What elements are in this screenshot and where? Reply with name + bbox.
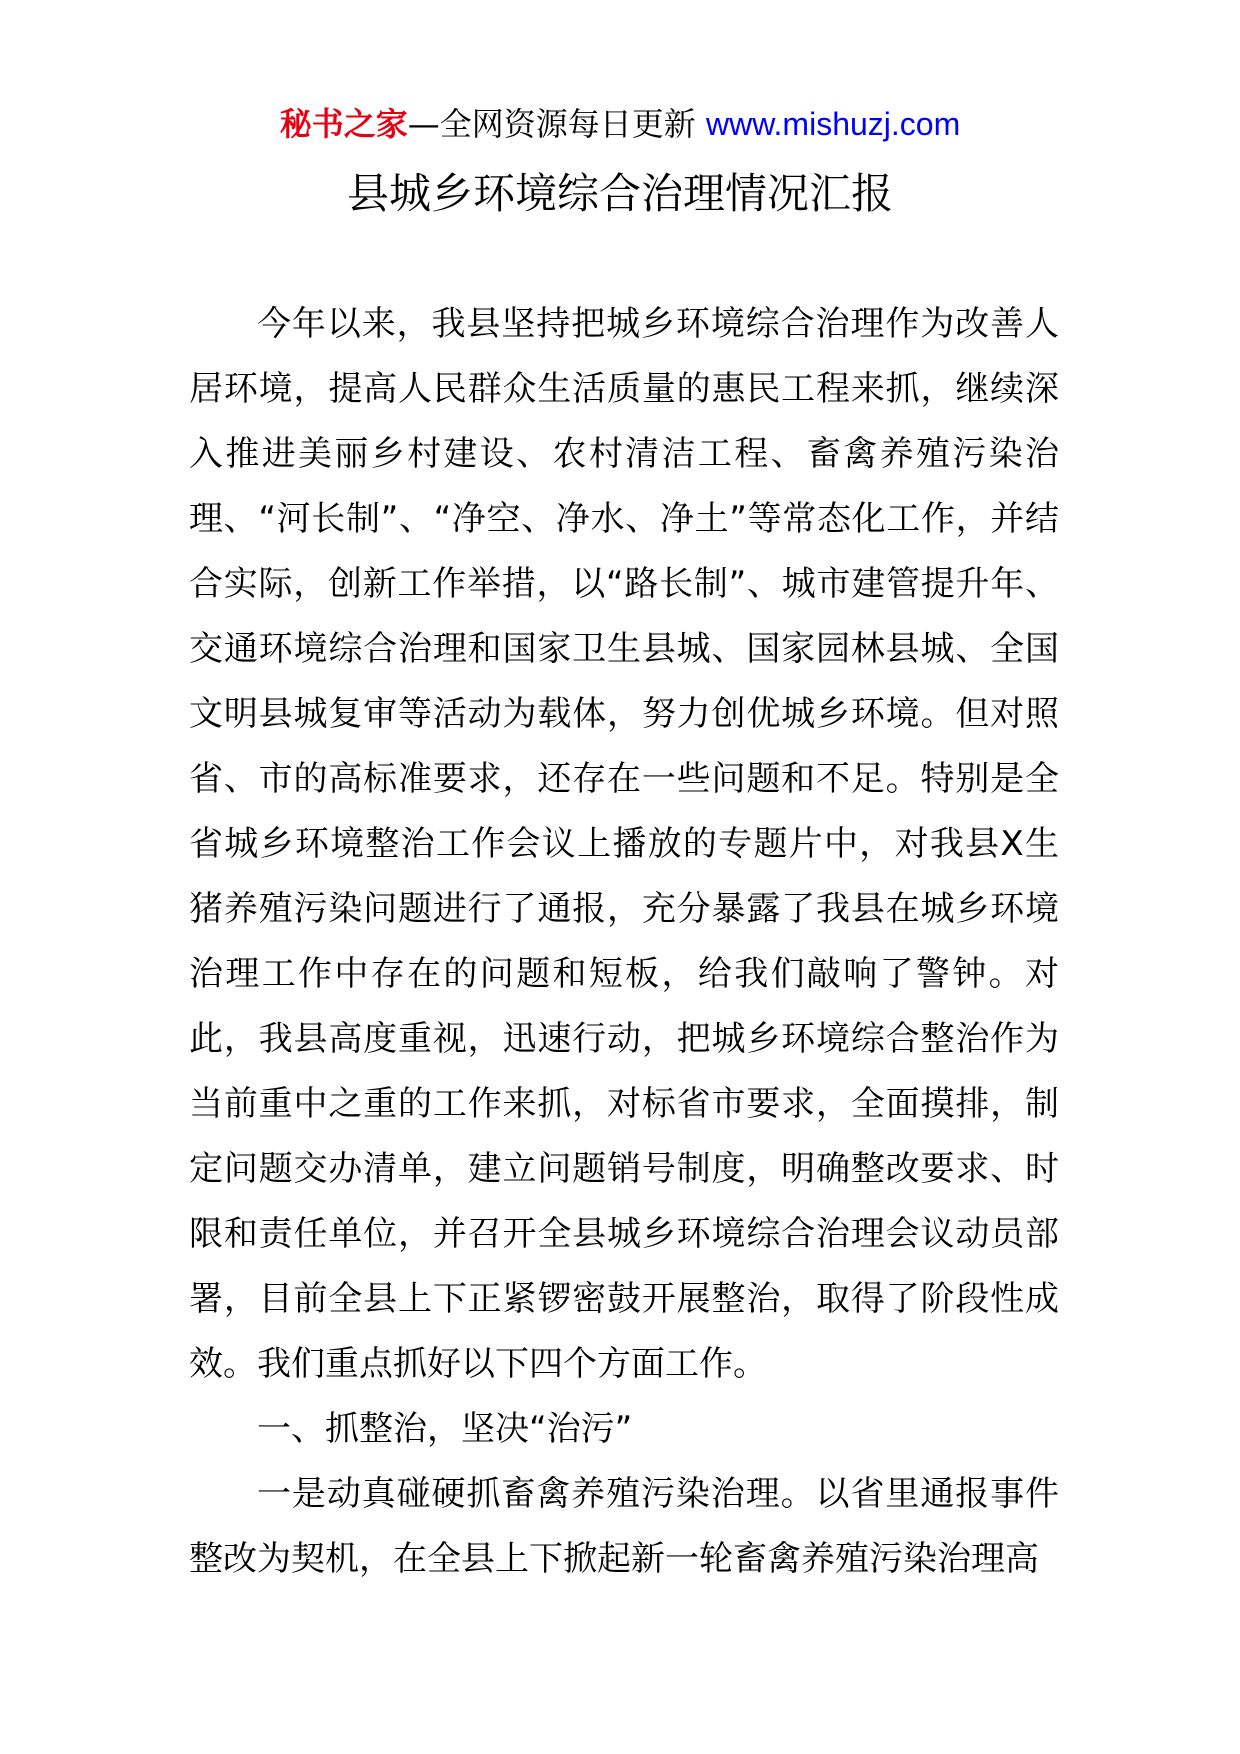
- header-slogan: —全网资源每日更新: [407, 105, 706, 143]
- paragraph-1: 一是动真碰硬抓畜禽养殖污染治理。以省里通报事件整改为契机，在全县上下掀起新一轮畜禽养殖污染治理高: [189, 1474, 1059, 1579]
- paragraph-intro: 今年以来，我县坚持把城乡环境综合治理作为改善人居环境，提高人民群众生活质量的惠民工程来抓，继续深入推进美丽乡村建设、农村清洁工程、畜禽养殖污染治理、“河长制”、“净空、净水、净土”等常态化工作，并结合实际，创新工作举措，以“路长制”、城市建管提升年、交通环境综合治理和国家卫生县城、国家园林县城、全国文明县城复审等活动为载体，努力创优城乡环境。但对照省、市的高标准要求，还存在一些问题和不足。特别是全省城乡环境整治工作会议上播放的专题片中，对我县X生猪养殖污染问题进行了通报，充分暴露了我县在城乡环境治理工作中存在的问题和短板，给我们敲响了警钟。对此，我县高度重视，迅速行动，把城乡环境综合整治作为当前重中之重的工作来抓，对标省市要求，全面摸排，制定问题交办清单，建立问题销号制度，明确整改要求、时限和责任单位，并召开全县城乡环境综合治理会议动员部署，目前全县上下正紧锣密鼓开展整治，取得了阶段性成效。我们重点抓好以下四个方面工作。: [189, 304, 1059, 1384]
- document-body: [189, 292, 1059, 1592]
- section-heading-1: 一、抓整治，坚决“治污”: [257, 1409, 633, 1449]
- brand-name: 秘书之家: [279, 105, 408, 143]
- site-header: [0, 100, 1240, 148]
- document-title: 县城乡环境综合治理情况汇报: [346, 169, 893, 218]
- site-url-link[interactable]: www.mishuzj.com: [705, 106, 961, 142]
